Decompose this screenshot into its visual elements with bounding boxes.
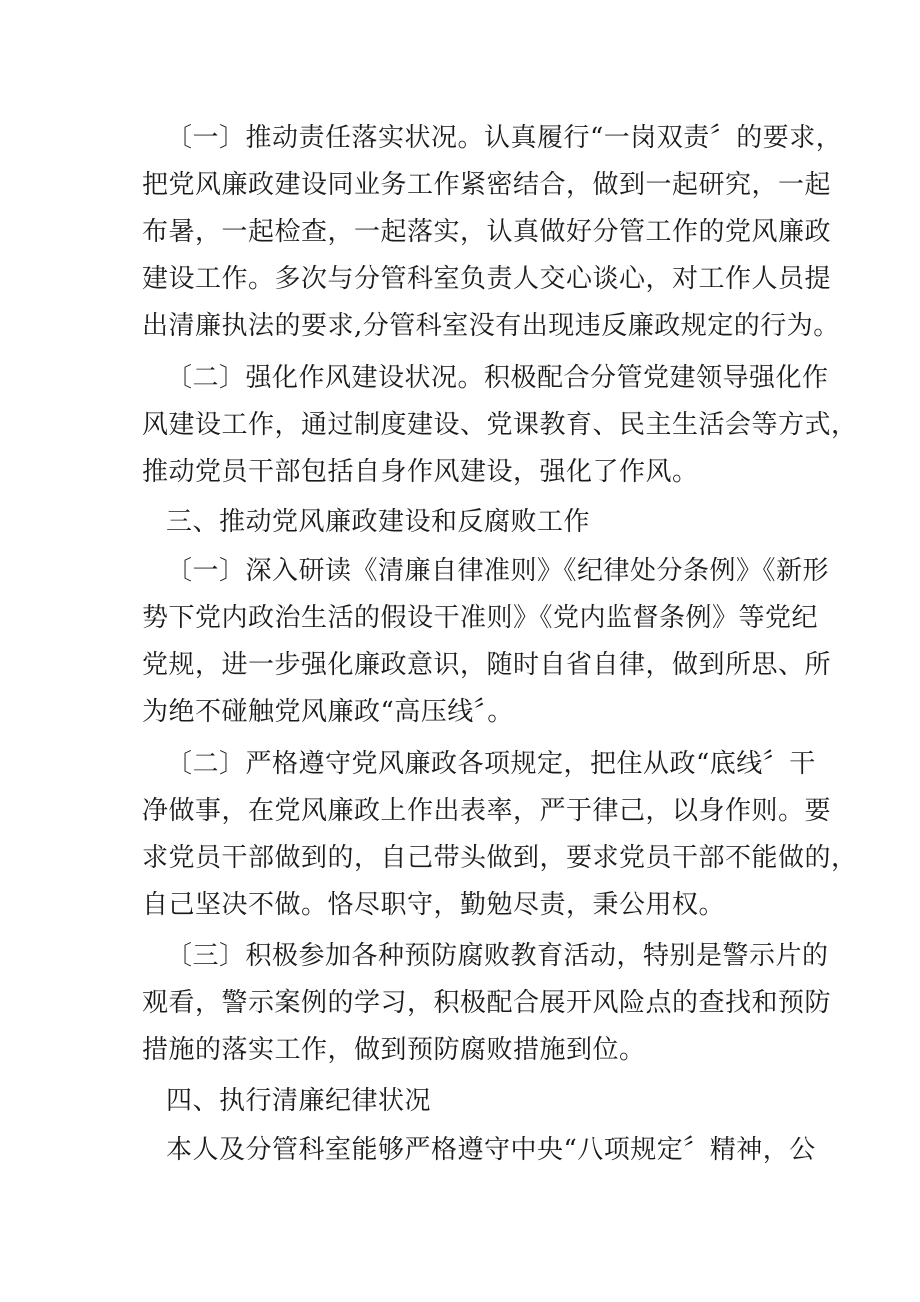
paragraph-line: 〔二〕强化作风建设状况。积极配合分管党建领导强化作 (166, 363, 829, 393)
paragraph-line: 推动党员干部包括自身作风建设，强化了作风。 (142, 457, 699, 487)
paragraph-line: 〔一〕推动责任落实状况。认真履行“一岗双责〞的要求， (166, 123, 843, 153)
paragraph-line: 自己坚决不做。恪尽职守，勤勉尽责，秉公用权。 (142, 890, 726, 920)
paragraph-line: 净做事，在党风廉政上作出表率，严于律己，以身作则。要 (142, 796, 832, 826)
paragraph-line: 势下党内政治生活的假设干准则》《党内监督条例》等党纪 (142, 603, 819, 633)
paragraph-line: 〔二〕严格遵守党风廉政各项规定，把住从政“底线〞干 (166, 749, 816, 779)
paragraph-line: 出清廉执法的要求,分管科室没有出现违反廉政规定的行为。 (142, 311, 840, 341)
paragraph-line: 党规，进一步强化廉政意识，随时自省自律，做到所思、所 (142, 650, 832, 680)
paragraph-line: 〔三〕积极参加各种预防腐败教育活动，特别是警示片的 (166, 941, 829, 971)
paragraph-line: 为绝不碰触党风廉政“高压线〞。 (142, 697, 514, 727)
paragraph-line: 〔一〕深入研读《清廉自律准则》《纪律处分条例》《新形 (166, 556, 830, 586)
paragraph-line: 风建设工作，通过制度建设、党课教育、民主生活会等方式， (142, 410, 858, 440)
paragraph-line: 建设工作。多次与分管科室负责人交心谈心，对工作人员提 (142, 264, 832, 294)
paragraph-line: 布暑，一起检查，一起落实，认真做好分管工作的党风廉政 (142, 217, 832, 247)
paragraph-line: 求党员干部做到的，自己带头做到，要求党员干部不能做的， (142, 843, 858, 873)
paragraph-line: 措施的落实工作，做到预防腐败措施到位。 (142, 1035, 646, 1065)
paragraph-line: 把党风廉政建设同业务工作紧密结合，做到一起研究，一起 (142, 170, 832, 200)
paragraph-line: 观看，警示案例的学习，积极配合展开风险点的查找和预防 (142, 988, 832, 1018)
paragraph-line: 本人及分管科室能够严格遵守中央“八项规定〞精神，公 (166, 1135, 816, 1165)
section-heading: 三、推动党风廉政建设和反腐败工作 (166, 507, 591, 537)
section-heading: 四、执行清廉纪律状况 (166, 1086, 432, 1116)
